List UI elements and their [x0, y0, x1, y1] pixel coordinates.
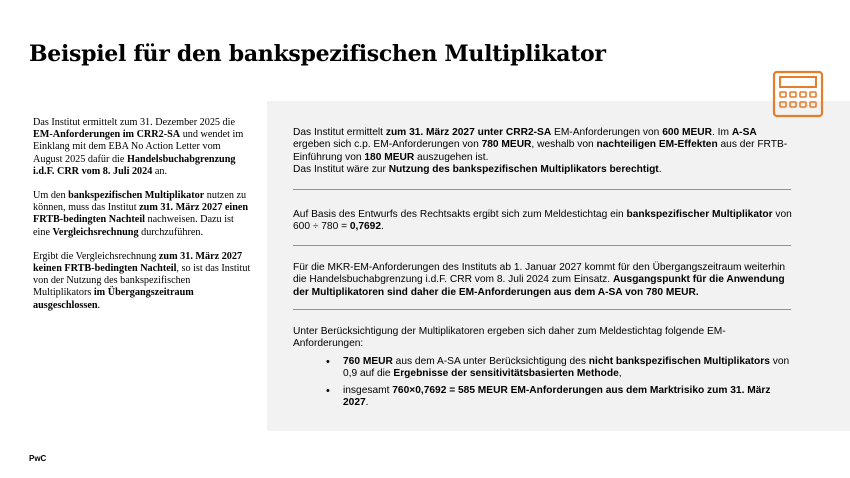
- left-paragraph-3: Ergibt die Vergleichsrechnung zum 31. März 2027 keinen FRTB-bedingten Nachteil, so ist das Institut von der Nutzung des bankspezifischen Multiplikators im Übergangszeitraum ausgeschlossen.: [33, 250, 251, 311]
- section-divider: [293, 189, 791, 190]
- left-paragraph-2: Um den bankspezifischen Multiplikator nutzen zu können, muss das Institut zum 31. März 2027 einen FRTB-bedingten Nachteil nachweisen. Dazu ist eine Vergleichsrechnung durchzuführen.: [33, 190, 249, 238]
- left-text-column: [33, 117, 251, 324]
- result-list: [293, 356, 793, 410]
- calculator-icon: [772, 70, 824, 118]
- page-title: Beispiel für den bankspezifischen Multiplikator: [29, 41, 606, 67]
- panel-section-1: Das Institut ermittelt zum 31. März 2027 unter CRR2-SA EM-Anforderungen von 600 MEUR. Im A-SA ergeben sich c.p. EM-Anforderungen von 780 MEUR, weshalb von nachteiligen EM-Effekten aus der FRTB-Einführung von 180 MEUR auszugehen ist. Das Institut wäre zur Nutzung des bankspezifischen Multiplikators berechtigt.: [293, 127, 788, 175]
- pwc-logo: PwC: [29, 454, 47, 463]
- list-item: • 760 MEUR aus dem A-SA unter Berücksichtigung des nicht bankspezifischen Multiplikators von 0,9 auf die Ergebnisse der sensitivitätsbasierten Methode,: [326, 355, 790, 379]
- bullet-icon: •: [326, 355, 330, 368]
- panel-section-4: Unter Berücksichtigung der Multiplikatoren ergeben sich daher zum Meldestichtag folgende EM-Anforderungen: • 760 MEUR aus dem A-SA unter Berücksichtigung des nicht bankspezifischen Multiplikators von 0,9 auf die Ergebnisse der sensitivitätsbasierten Methode, • insgesamt 760×0,7692 = 585 MEUR EM-Anforderungen aus dem Marktrisiko zum 31. März 2027.: [293, 326, 793, 415]
- panel-section-2: Auf Basis des Entwurfs des Rechtsakts ergibt sich zum Meldestichtag ein bankspezifischer Multiplikator von 600 ÷ 780 = 0,7692.: [293, 209, 792, 233]
- panel-section-3: Für die MKR-EM-Anforderungen des Instituts ab 1. Januar 2027 kommt für den Übergangszeitraum weiterhin die Handelsbuchabgrenzung i.d.F. CRR vom 8. Juli 2024 zum Einsatz. Ausgangspunkt für die Anwendung der Multiplikatoren sind daher die EM-Anforderungen aus dem A-SA von 780 MEUR.: [293, 262, 786, 298]
- section-divider: [293, 245, 791, 246]
- bullet-icon: •: [326, 385, 330, 398]
- section-divider: [293, 309, 791, 310]
- left-paragraph-1: Das Institut ermittelt zum 31. Dezember 2025 die EM-Anforderungen im CRR2-SA und wendet im Einklang mit dem EBA No Action Letter vom August 2025 dafür die Handelsbuchabgrenzung i.d.F. CRR vom 8. Juli 2024 an.: [33, 117, 244, 177]
- list-item: • insgesamt 760×0,7692 = 585 MEUR EM-Anforderungen aus dem Marktrisiko zum 31. März 2027.: [326, 385, 771, 409]
